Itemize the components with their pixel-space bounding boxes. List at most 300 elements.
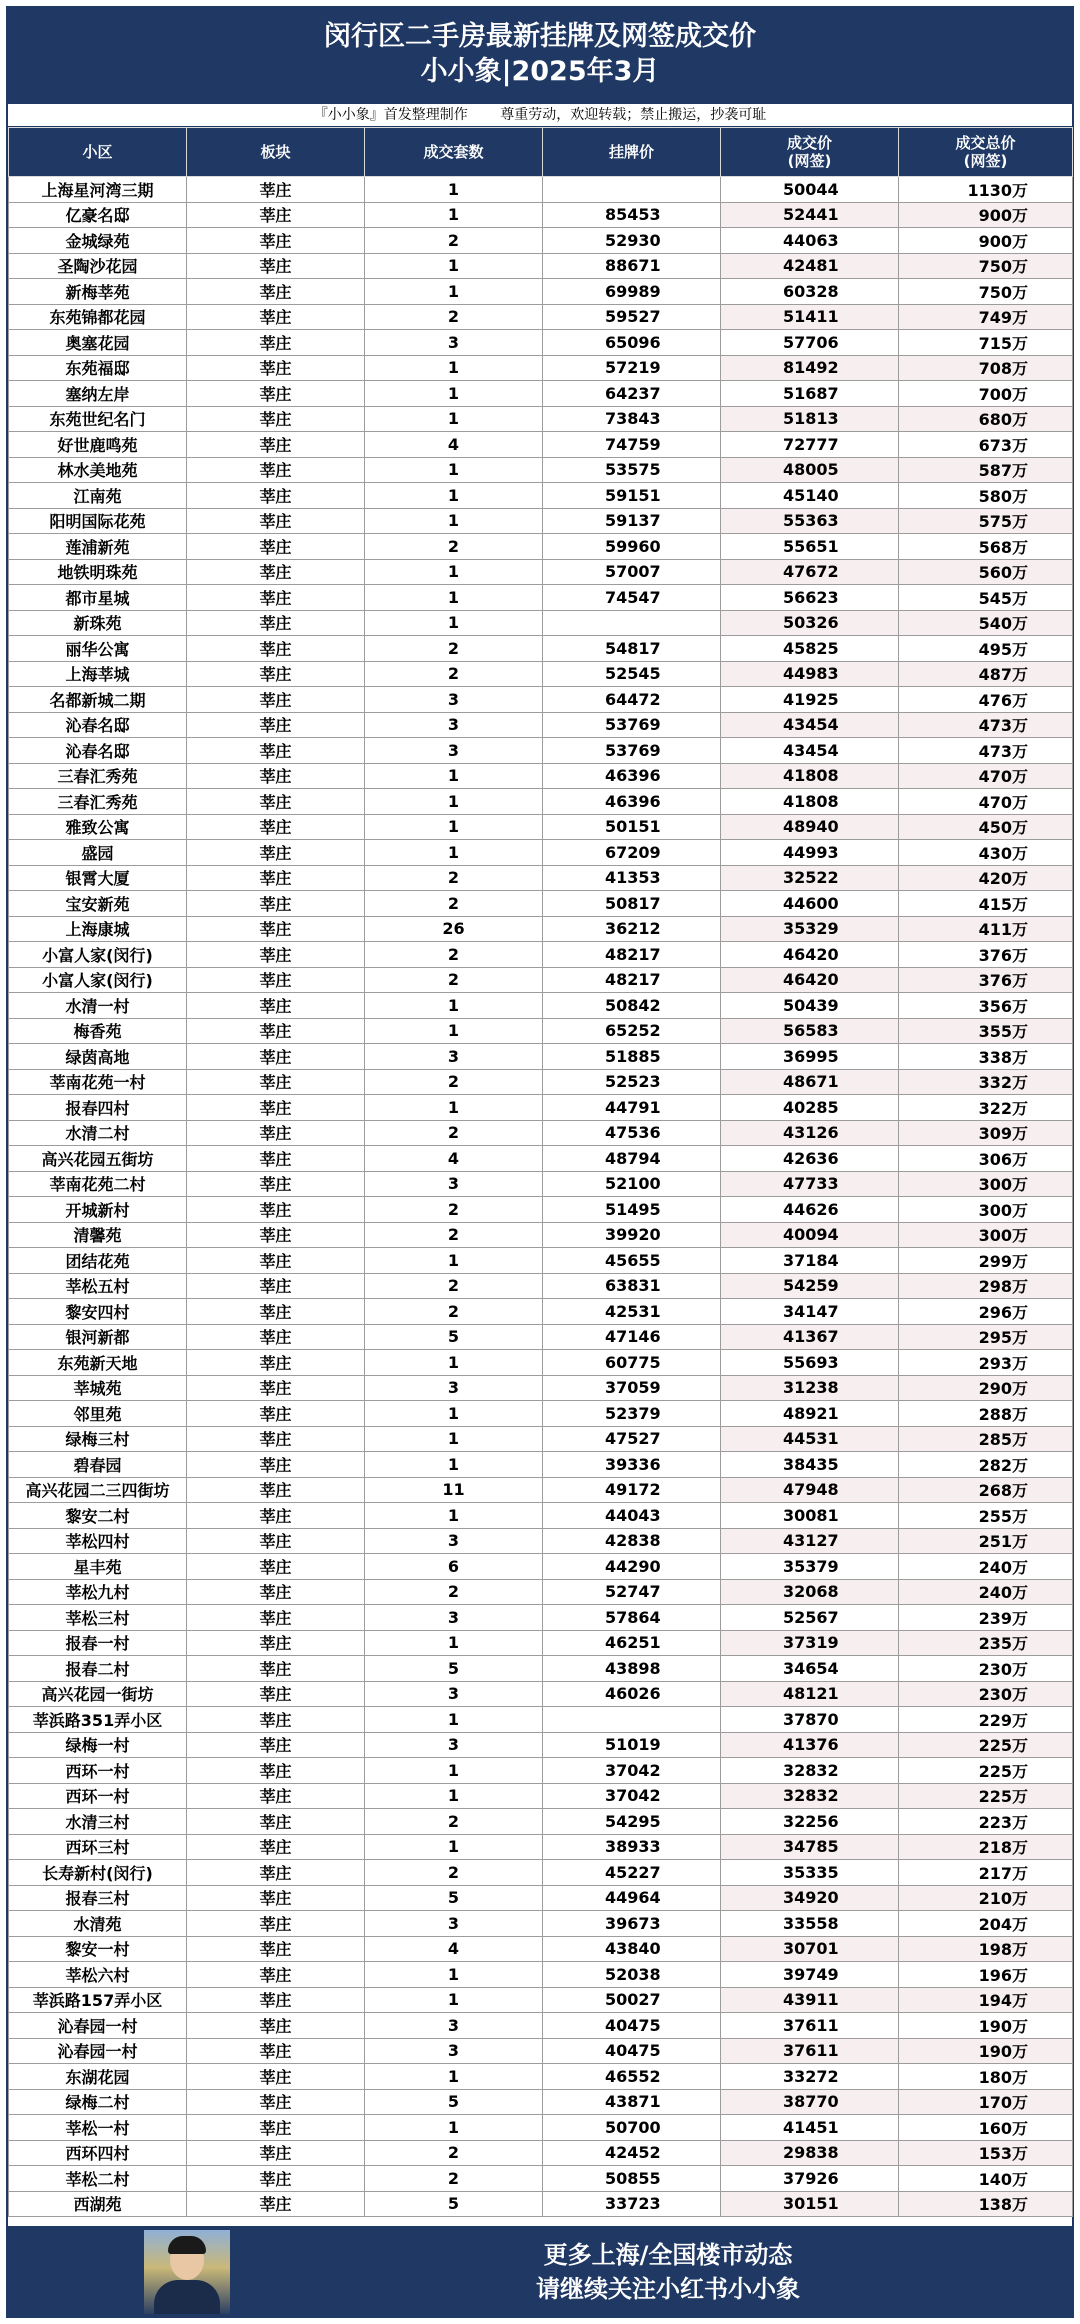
cell-community: 清馨苑 — [9, 1222, 187, 1248]
footer-line1: 更多上海/全国楼市动态 — [543, 2241, 793, 2269]
cell-community: 莘松二村 — [9, 2166, 187, 2192]
cell-deal-price: 50439 — [721, 993, 899, 1019]
cell-deals: 5 — [365, 1656, 543, 1682]
cell-total-price: 470万 — [899, 789, 1073, 815]
cell-total-price: 225万 — [899, 1758, 1073, 1784]
cell-deal-price: 57706 — [721, 330, 899, 356]
cell-area: 莘庄 — [187, 814, 365, 840]
cell-deals: 1 — [365, 177, 543, 203]
cell-area: 莘庄 — [187, 1911, 365, 1937]
table-row — [9, 2140, 1073, 2166]
cell-deal-price: 41367 — [721, 1324, 899, 1350]
cell-deal-price: 51687 — [721, 381, 899, 407]
cell-deals: 3 — [365, 1605, 543, 1631]
cell-deals: 1 — [365, 1018, 543, 1044]
cell-community: 圣陶沙花园 — [9, 253, 187, 279]
cell-total-price: 240万 — [899, 1554, 1073, 1580]
cell-total-price: 268万 — [899, 1477, 1073, 1503]
cell-list-price: 64472 — [543, 687, 721, 713]
cell-list-price: 43840 — [543, 1936, 721, 1962]
cell-list-price: 52038 — [543, 1962, 721, 1988]
cell-deals: 2 — [365, 2140, 543, 2166]
cell-area: 莘庄 — [187, 1401, 365, 1427]
cell-deals: 2 — [365, 865, 543, 891]
cell-list-price: 45227 — [543, 1860, 721, 1886]
copyright-notice — [8, 104, 1072, 127]
cell-area: 莘庄 — [187, 1707, 365, 1733]
cell-deal-price: 41808 — [721, 789, 899, 815]
cell-community: 绿梅三村 — [9, 1426, 187, 1452]
cell-total-price: 411万 — [899, 916, 1073, 942]
cell-deals: 1 — [365, 1095, 543, 1121]
cell-deals: 5 — [365, 2089, 543, 2115]
cell-deal-price: 44063 — [721, 228, 899, 254]
cell-community: 莘南花苑一村 — [9, 1069, 187, 1095]
table-row — [9, 585, 1073, 611]
footer-banner — [8, 2226, 1072, 2316]
cell-area: 莘庄 — [187, 763, 365, 789]
cell-total-price: 153万 — [899, 2140, 1073, 2166]
cell-total-price: 290万 — [899, 1375, 1073, 1401]
cell-total-price: 750万 — [899, 279, 1073, 305]
cell-list-price: 54817 — [543, 636, 721, 662]
table-row — [9, 508, 1073, 534]
table-row — [9, 814, 1073, 840]
cell-community: 宝安新苑 — [9, 891, 187, 917]
cell-area: 莘庄 — [187, 2013, 365, 2039]
cell-area: 莘庄 — [187, 1095, 365, 1121]
cell-total-price: 298万 — [899, 1273, 1073, 1299]
table-row — [9, 1120, 1073, 1146]
cell-community: 银霄大厦 — [9, 865, 187, 891]
cell-deal-price: 43126 — [721, 1120, 899, 1146]
table-row — [9, 1324, 1073, 1350]
cell-area: 莘庄 — [187, 865, 365, 891]
cell-area: 莘庄 — [187, 1503, 365, 1529]
cell-community: 西环三村 — [9, 1834, 187, 1860]
cell-community: 报春二村 — [9, 1656, 187, 1682]
cell-area: 莘庄 — [187, 559, 365, 585]
col-header-deals: 成交套数 — [365, 128, 543, 177]
cell-area: 莘庄 — [187, 1630, 365, 1656]
cell-deal-price: 41808 — [721, 763, 899, 789]
table-row — [9, 253, 1073, 279]
cell-deals: 1 — [365, 559, 543, 585]
page-subtitle: 小小象|2025年3月 — [420, 56, 660, 87]
cell-total-price: 473万 — [899, 712, 1073, 738]
cell-community: 沁春名邸 — [9, 712, 187, 738]
cell-area: 莘庄 — [187, 738, 365, 764]
cell-community: 邻里苑 — [9, 1401, 187, 1427]
cell-community: 东苑锦都花园 — [9, 304, 187, 330]
cell-list-price: 43898 — [543, 1656, 721, 1682]
cell-deals: 1 — [365, 1783, 543, 1809]
cell-list-price: 57007 — [543, 559, 721, 585]
cell-total-price: 140万 — [899, 2166, 1073, 2192]
cell-list-price: 39336 — [543, 1452, 721, 1478]
cell-deal-price: 47733 — [721, 1171, 899, 1197]
cell-deals: 2 — [365, 942, 543, 968]
cell-area: 莘庄 — [187, 942, 365, 968]
table-row — [9, 1503, 1073, 1529]
cell-total-price: 749万 — [899, 304, 1073, 330]
cell-area: 莘庄 — [187, 1171, 365, 1197]
cell-community: 地铁明珠苑 — [9, 559, 187, 585]
table-row — [9, 1707, 1073, 1733]
cell-community: 开城新村 — [9, 1197, 187, 1223]
cell-list-price: 53575 — [543, 457, 721, 483]
cell-community: 江南苑 — [9, 483, 187, 509]
cell-deals: 1 — [365, 279, 543, 305]
cell-area: 莘庄 — [187, 993, 365, 1019]
cell-list-price: 42838 — [543, 1528, 721, 1554]
cell-total-price: 332万 — [899, 1069, 1073, 1095]
col-header-community: 小区 — [9, 128, 187, 177]
cell-area: 莘庄 — [187, 1860, 365, 1886]
table-row — [9, 559, 1073, 585]
cell-list-price: 48794 — [543, 1146, 721, 1172]
cell-deal-price: 33272 — [721, 2064, 899, 2090]
table-row — [9, 610, 1073, 636]
cell-list-price: 39673 — [543, 1911, 721, 1937]
cell-deal-price: 42481 — [721, 253, 899, 279]
table-row — [9, 2115, 1073, 2141]
cell-deals: 1 — [365, 1707, 543, 1733]
cell-total-price: 204万 — [899, 1911, 1073, 1937]
cell-area: 莘庄 — [187, 534, 365, 560]
cell-area: 莘庄 — [187, 1069, 365, 1095]
cell-deals: 5 — [365, 2191, 543, 2217]
cell-total-price: 376万 — [899, 942, 1073, 968]
cell-community: 水清三村 — [9, 1809, 187, 1835]
table-row — [9, 1936, 1073, 1962]
cell-area: 莘庄 — [187, 1044, 365, 1070]
cell-list-price: 57219 — [543, 355, 721, 381]
cell-deal-price: 35329 — [721, 916, 899, 942]
cell-list-price: 52545 — [543, 661, 721, 687]
cell-total-price: 575万 — [899, 508, 1073, 534]
cell-area: 莘庄 — [187, 177, 365, 203]
cell-list-price: 74759 — [543, 432, 721, 458]
cell-total-price: 196万 — [899, 1962, 1073, 1988]
cell-community: 梅香苑 — [9, 1018, 187, 1044]
cell-deals: 1 — [365, 993, 543, 1019]
cell-list-price: 46396 — [543, 789, 721, 815]
cell-community: 高兴花园五街坊 — [9, 1146, 187, 1172]
cell-community: 金城绿苑 — [9, 228, 187, 254]
table-row — [9, 1732, 1073, 1758]
cell-deals: 1 — [365, 789, 543, 815]
table-row — [9, 1987, 1073, 2013]
cell-deals: 1 — [365, 483, 543, 509]
table-row — [9, 2064, 1073, 2090]
cell-deal-price: 44626 — [721, 1197, 899, 1223]
cell-deal-price: 30701 — [721, 1936, 899, 1962]
cell-area: 莘庄 — [187, 687, 365, 713]
cell-community: 银河新都 — [9, 1324, 187, 1350]
cell-area: 莘庄 — [187, 1197, 365, 1223]
cell-deal-price: 43911 — [721, 1987, 899, 2013]
cell-area: 莘庄 — [187, 2166, 365, 2192]
cell-area: 莘庄 — [187, 585, 365, 611]
table-row — [9, 1069, 1073, 1095]
cell-total-price: 1130万 — [899, 177, 1073, 203]
cell-deal-price: 39749 — [721, 1962, 899, 1988]
cell-total-price: 170万 — [899, 2089, 1073, 2115]
cell-community: 小富人家(闵行) — [9, 967, 187, 993]
cell-list-price: 52379 — [543, 1401, 721, 1427]
table-row — [9, 1273, 1073, 1299]
cell-deals: 1 — [365, 814, 543, 840]
cell-community: 西环四村 — [9, 2140, 187, 2166]
cell-total-price: 235万 — [899, 1630, 1073, 1656]
cell-community: 高兴花园一街坊 — [9, 1681, 187, 1707]
table-row — [9, 381, 1073, 407]
cell-deal-price: 35379 — [721, 1554, 899, 1580]
cell-deal-price: 32832 — [721, 1783, 899, 1809]
footer-line2: 请继续关注小红书小小象 — [536, 2275, 800, 2303]
table-row — [9, 1477, 1073, 1503]
cell-total-price: 560万 — [899, 559, 1073, 585]
table-row — [9, 202, 1073, 228]
cell-deals: 1 — [365, 2064, 543, 2090]
cell-community: 星丰苑 — [9, 1554, 187, 1580]
cell-deals: 3 — [365, 2013, 543, 2039]
cell-deals: 5 — [365, 1324, 543, 1350]
cell-list-price: 37059 — [543, 1375, 721, 1401]
table-row — [9, 1452, 1073, 1478]
cell-community: 丽华公寓 — [9, 636, 187, 662]
cell-deal-price: 46420 — [721, 967, 899, 993]
cell-list-price: 46552 — [543, 2064, 721, 2090]
table-row — [9, 1401, 1073, 1427]
cell-community: 莘松五村 — [9, 1273, 187, 1299]
cell-list-price: 36212 — [543, 916, 721, 942]
cell-community: 新梅莘苑 — [9, 279, 187, 305]
cell-community: 阳明国际花苑 — [9, 508, 187, 534]
table-row — [9, 2038, 1073, 2064]
cell-total-price: 282万 — [899, 1452, 1073, 1478]
cell-list-price: 52523 — [543, 1069, 721, 1095]
cell-total-price: 750万 — [899, 253, 1073, 279]
cell-area: 莘庄 — [187, 508, 365, 534]
cell-community: 盛园 — [9, 840, 187, 866]
cell-area: 莘庄 — [187, 1579, 365, 1605]
cell-deal-price: 41925 — [721, 687, 899, 713]
cell-deals: 5 — [365, 1885, 543, 1911]
cell-total-price: 420万 — [899, 865, 1073, 891]
table-row — [9, 1018, 1073, 1044]
cell-deals: 3 — [365, 687, 543, 713]
col-header-total-price — [899, 128, 1073, 177]
cell-list-price: 53769 — [543, 738, 721, 764]
cell-total-price: 376万 — [899, 967, 1073, 993]
cell-deals: 2 — [365, 1299, 543, 1325]
cell-deals: 2 — [365, 1273, 543, 1299]
cell-deals: 26 — [365, 916, 543, 942]
cell-total-price: 300万 — [899, 1171, 1073, 1197]
table-row — [9, 1146, 1073, 1172]
table-row — [9, 406, 1073, 432]
cell-deals: 1 — [365, 253, 543, 279]
table-row — [9, 1834, 1073, 1860]
cell-deal-price: 45140 — [721, 483, 899, 509]
cell-total-price: 700万 — [899, 381, 1073, 407]
cell-total-price: 223万 — [899, 1809, 1073, 1835]
cell-deal-price: 32256 — [721, 1809, 899, 1835]
col-header-list-price: 挂牌价 — [543, 128, 721, 177]
cell-total-price: 470万 — [899, 763, 1073, 789]
table-row — [9, 1426, 1073, 1452]
cell-deal-price: 54259 — [721, 1273, 899, 1299]
cell-area: 莘庄 — [187, 2115, 365, 2141]
table-row — [9, 483, 1073, 509]
cell-deals: 1 — [365, 457, 543, 483]
table-header-row — [9, 128, 1073, 177]
cell-total-price: 900万 — [899, 228, 1073, 254]
cell-community: 奥塞花园 — [9, 330, 187, 356]
footer-text — [468, 2238, 868, 2306]
cell-area: 莘庄 — [187, 661, 365, 687]
cell-area: 莘庄 — [187, 2191, 365, 2217]
cell-list-price: 60775 — [543, 1350, 721, 1376]
cell-list-price: 52747 — [543, 1579, 721, 1605]
cell-list-price: 38933 — [543, 1834, 721, 1860]
cell-deals: 1 — [365, 1503, 543, 1529]
cell-deals: 3 — [365, 1732, 543, 1758]
cell-list-price: 59137 — [543, 508, 721, 534]
cell-total-price: 299万 — [899, 1248, 1073, 1274]
cell-community: 名都新城二期 — [9, 687, 187, 713]
cell-deals: 3 — [365, 1911, 543, 1937]
cell-list-price: 74547 — [543, 585, 721, 611]
cell-deal-price: 50326 — [721, 610, 899, 636]
cell-total-price: 415万 — [899, 891, 1073, 917]
cell-total-price: 251万 — [899, 1528, 1073, 1554]
cell-list-price: 40475 — [543, 2038, 721, 2064]
cell-deal-price: 44600 — [721, 891, 899, 917]
table-row — [9, 1885, 1073, 1911]
total-price-label: 成交总价 (网签) — [955, 134, 1016, 170]
cell-total-price: 309万 — [899, 1120, 1073, 1146]
cell-total-price: 673万 — [899, 432, 1073, 458]
cell-deals: 1 — [365, 1350, 543, 1376]
table-row — [9, 1630, 1073, 1656]
cell-deals: 2 — [365, 2166, 543, 2192]
cell-deal-price: 44983 — [721, 661, 899, 687]
table-row — [9, 1656, 1073, 1682]
cell-community: 三春汇秀苑 — [9, 789, 187, 815]
cell-community: 好世鹿鸣苑 — [9, 432, 187, 458]
cell-area: 莘庄 — [187, 891, 365, 917]
cell-deal-price: 51411 — [721, 304, 899, 330]
cell-community: 绿梅二村 — [9, 2089, 187, 2115]
cell-area: 莘庄 — [187, 916, 365, 942]
cell-community: 东湖花园 — [9, 2064, 187, 2090]
cell-list-price: 42531 — [543, 1299, 721, 1325]
cell-area: 莘庄 — [187, 381, 365, 407]
cell-community: 东苑福邸 — [9, 355, 187, 381]
cell-list-price: 44791 — [543, 1095, 721, 1121]
cell-community: 莘南花苑二村 — [9, 1171, 187, 1197]
table-row — [9, 457, 1073, 483]
cell-deal-price: 50044 — [721, 177, 899, 203]
cell-area: 莘庄 — [187, 253, 365, 279]
cell-deal-price: 34147 — [721, 1299, 899, 1325]
cell-area: 莘庄 — [187, 406, 365, 432]
cell-total-price: 210万 — [899, 1885, 1073, 1911]
table-row — [9, 1860, 1073, 1886]
cell-list-price: 50817 — [543, 891, 721, 917]
cell-area: 莘庄 — [187, 457, 365, 483]
cell-deal-price: 43454 — [721, 712, 899, 738]
cell-area: 莘庄 — [187, 712, 365, 738]
cell-deal-price: 37611 — [721, 2013, 899, 2039]
cell-list-price: 37042 — [543, 1758, 721, 1784]
cell-deals: 1 — [365, 1426, 543, 1452]
cell-list-price: 47146 — [543, 1324, 721, 1350]
cell-total-price: 138万 — [899, 2191, 1073, 2217]
cell-deals: 1 — [365, 1962, 543, 1988]
cell-total-price: 160万 — [899, 2115, 1073, 2141]
cell-area: 莘庄 — [187, 1477, 365, 1503]
table-row — [9, 891, 1073, 917]
notice-left: 『小小象』首发整理制作 — [313, 107, 468, 123]
table-row — [9, 1758, 1073, 1784]
cell-area: 莘庄 — [187, 1299, 365, 1325]
cell-deals: 4 — [365, 1146, 543, 1172]
cell-list-price: 37042 — [543, 1783, 721, 1809]
cell-deal-price: 32068 — [721, 1579, 899, 1605]
cell-deal-price: 44531 — [721, 1426, 899, 1452]
page-frame — [6, 6, 1074, 2318]
cell-deals: 2 — [365, 1809, 543, 1835]
cell-total-price: 300万 — [899, 1197, 1073, 1223]
cell-community: 莘城苑 — [9, 1375, 187, 1401]
cell-total-price: 230万 — [899, 1681, 1073, 1707]
table-row — [9, 1579, 1073, 1605]
cell-community: 三春汇秀苑 — [9, 763, 187, 789]
cell-deals: 3 — [365, 1044, 543, 1070]
cell-list-price: 51019 — [543, 1732, 721, 1758]
cell-deal-price: 45825 — [721, 636, 899, 662]
table-row — [9, 1809, 1073, 1835]
cell-deals: 1 — [365, 355, 543, 381]
notice-right: 尊重劳动，欢迎转载；禁止搬运，抄袭可耻 — [500, 107, 767, 123]
cell-deal-price: 56583 — [721, 1018, 899, 1044]
cell-area: 莘庄 — [187, 1426, 365, 1452]
cell-deal-price: 40094 — [721, 1222, 899, 1248]
cell-community: 西环一村 — [9, 1758, 187, 1784]
cell-community: 碧春园 — [9, 1452, 187, 1478]
table-row — [9, 1350, 1073, 1376]
cell-deal-price: 34920 — [721, 1885, 899, 1911]
cell-deal-price: 34785 — [721, 1834, 899, 1860]
table-row — [9, 636, 1073, 662]
cell-list-price: 44290 — [543, 1554, 721, 1580]
table-row — [9, 916, 1073, 942]
cell-list-price: 50151 — [543, 814, 721, 840]
cell-community: 莲浦新苑 — [9, 534, 187, 560]
table-row — [9, 2191, 1073, 2217]
cell-area: 莘庄 — [187, 1248, 365, 1274]
cell-total-price: 708万 — [899, 355, 1073, 381]
table-row — [9, 534, 1073, 560]
cell-total-price: 545万 — [899, 585, 1073, 611]
cell-community: 西湖苑 — [9, 2191, 187, 2217]
cell-deal-price: 52567 — [721, 1605, 899, 1631]
cell-community: 莘松四村 — [9, 1528, 187, 1554]
